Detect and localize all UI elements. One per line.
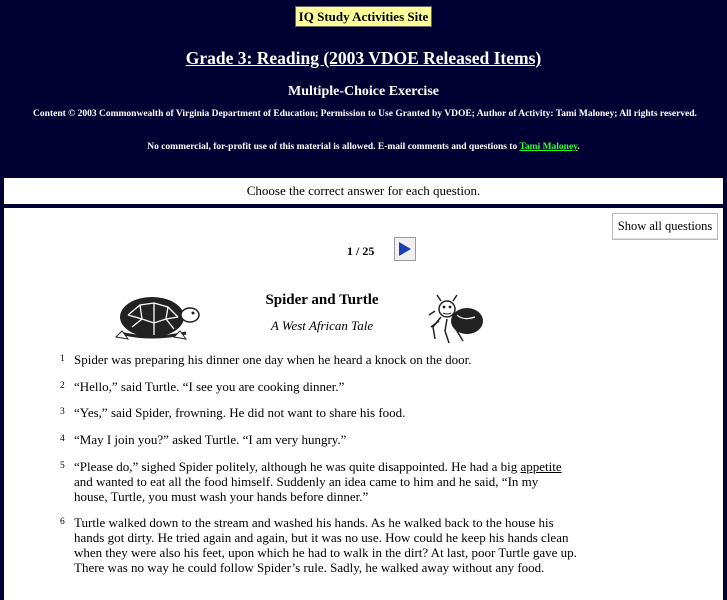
paragraph-number: 2	[60, 381, 65, 391]
paragraph-number: 4	[60, 434, 65, 444]
right-arrow-icon	[398, 241, 412, 257]
usage-notice	[0, 142, 727, 152]
story-subtitle: A West African Tale	[270, 318, 374, 333]
grade-title: Grade 3: Reading (2003 VDOE Released Items)	[185, 48, 542, 68]
paragraph-number: 1	[60, 354, 65, 364]
usage-notice-text: No commercial, for-profit use of this material is allowed. E-mail comments and questions to	[147, 142, 520, 152]
author-email-link[interactable]: Tami Maloney	[519, 142, 578, 152]
question-panel	[4, 208, 723, 600]
story-title: Spider and Turtle	[265, 292, 379, 308]
vocabulary-word: appetite	[520, 459, 562, 474]
next-question-button[interactable]	[394, 237, 416, 261]
paragraph-text: Turtle walked down to the stream and washed his hands. As he walked back to the house his hands got dirty. He tried again and again, but it was no use. How could he keep his hands clean when they were also his feet, upon which he had to walk in the dirt? At last, poor Turtle gave up. There was no way he could follow Spider’s rule. Sadly, he walked away without any food.	[74, 515, 577, 575]
site-header	[0, 0, 727, 178]
paragraph-text: “Yes,” said Spider, frowning. He did not want to share his food.	[74, 405, 406, 420]
paragraph-number: 3	[60, 407, 65, 417]
show-all-questions-button[interactable]: Show all questions	[612, 213, 718, 240]
paragraph-number: 6	[60, 517, 65, 527]
paragraph-text-part: and wanted to eat all the food himself. Suddenly an idea came to him and he said, “In my house, Turtle, you must wash your hands before dinner.”	[74, 474, 539, 504]
paragraph-text: “Hello,” said Turtle. “I see you are cooking dinner.”	[74, 379, 345, 394]
site-home-link[interactable]: IQ Study Activities Site	[295, 6, 432, 27]
paragraph-text: “May I join you?” asked Turtle. “I am very hungry.”	[74, 432, 347, 447]
paragraph-text: Spider was preparing his dinner one day when he heard a knock on the door.	[74, 352, 472, 367]
instructions-bar: Choose the correct answer for each question.	[4, 178, 723, 204]
copyright-notice: Content © 2003 Commonwealth of Virginia Department of Education; Permission to Use Granted by VDOE; Author of Activity: Tami Maloney; All rights reserved.	[33, 109, 697, 119]
exercise-title: Multiple-Choice Exercise	[288, 84, 439, 99]
usage-notice-end: .	[577, 142, 580, 152]
paragraph-text	[74, 459, 569, 504]
paragraph-text-part: “Please do,” sighed Spider politely, although he was quite disappointed. He had a big	[74, 459, 521, 474]
paragraph-number: 5	[60, 461, 65, 471]
question-counter: 1 / 25	[347, 244, 375, 258]
